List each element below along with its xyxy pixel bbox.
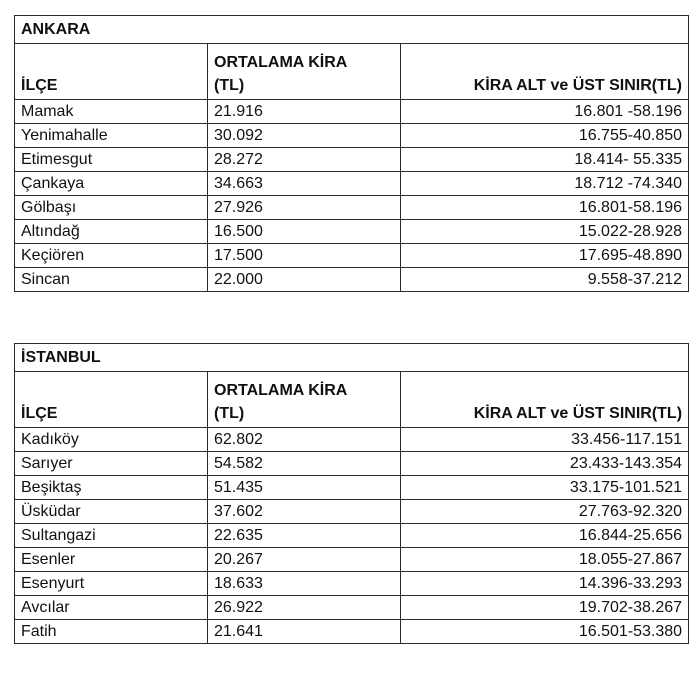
district-cell: Sarıyer <box>15 452 208 476</box>
district-header: İLÇE <box>15 372 208 428</box>
table-row <box>15 244 689 268</box>
rent-range-cell: 16.755-40.850 <box>401 124 689 148</box>
table-row <box>15 548 689 572</box>
rent-range-cell: 16.501-53.380 <box>401 620 689 644</box>
ankara-rent-table <box>14 15 689 292</box>
district-cell: Kadıköy <box>15 428 208 452</box>
city-title-row <box>15 344 689 372</box>
table-row <box>15 100 689 124</box>
average-rent-cell: 62.802 <box>208 428 401 452</box>
header-row <box>15 372 689 428</box>
table-row <box>15 220 689 244</box>
district-cell: Avcılar <box>15 596 208 620</box>
district-cell: Esenyurt <box>15 572 208 596</box>
average-rent-cell: 34.663 <box>208 172 401 196</box>
istanbul-rent-table <box>14 343 689 644</box>
rent-range-cell: 33.456-117.151 <box>401 428 689 452</box>
rent-range-cell: 18.414- 55.335 <box>401 148 689 172</box>
average-rent-header-line2: (TL) <box>214 405 245 422</box>
district-cell: Fatih <box>15 620 208 644</box>
average-rent-cell: 20.267 <box>208 548 401 572</box>
average-rent-cell: 28.272 <box>208 148 401 172</box>
average-rent-header <box>208 44 401 100</box>
average-rent-cell: 26.922 <box>208 596 401 620</box>
district-cell: Beşiktaş <box>15 476 208 500</box>
rent-range-cell: 16.801 -58.196 <box>401 100 689 124</box>
rent-range-cell: 33.175-101.521 <box>401 476 689 500</box>
table-row <box>15 452 689 476</box>
header-row <box>15 44 689 100</box>
rent-range-cell: 27.763-92.320 <box>401 500 689 524</box>
table-row <box>15 596 689 620</box>
district-cell: Mamak <box>15 100 208 124</box>
rent-range-cell: 18.055-27.867 <box>401 548 689 572</box>
average-rent-cell: 51.435 <box>208 476 401 500</box>
rent-range-cell: 19.702-38.267 <box>401 596 689 620</box>
average-rent-cell: 22.000 <box>208 268 401 292</box>
city-title: ANKARA <box>15 16 689 44</box>
average-rent-cell: 21.916 <box>208 100 401 124</box>
table-row <box>15 428 689 452</box>
rent-range-cell: 9.558-37.212 <box>401 268 689 292</box>
average-rent-cell: 18.633 <box>208 572 401 596</box>
district-header: İLÇE <box>15 44 208 100</box>
rent-range-header: KİRA ALT ve ÜST SINIR(TL) <box>401 372 689 428</box>
average-rent-header-line1: ORTALAMA KİRA <box>214 382 348 399</box>
average-rent-cell: 27.926 <box>208 196 401 220</box>
table-row <box>15 524 689 548</box>
district-cell: Sincan <box>15 268 208 292</box>
rent-range-cell: 16.801-58.196 <box>401 196 689 220</box>
average-rent-header <box>208 372 401 428</box>
rent-range-cell: 17.695-48.890 <box>401 244 689 268</box>
average-rent-cell: 30.092 <box>208 124 401 148</box>
average-rent-header-line1: ORTALAMA KİRA <box>214 54 348 71</box>
district-cell: Sultangazi <box>15 524 208 548</box>
district-cell: Çankaya <box>15 172 208 196</box>
table-row <box>15 476 689 500</box>
district-cell: Altındağ <box>15 220 208 244</box>
table-row <box>15 124 689 148</box>
average-rent-cell: 17.500 <box>208 244 401 268</box>
average-rent-cell: 22.635 <box>208 524 401 548</box>
average-rent-cell: 37.602 <box>208 500 401 524</box>
table-row <box>15 148 689 172</box>
table-row <box>15 268 689 292</box>
average-rent-cell: 16.500 <box>208 220 401 244</box>
average-rent-cell: 21.641 <box>208 620 401 644</box>
rent-range-cell: 16.844-25.656 <box>401 524 689 548</box>
table-row <box>15 172 689 196</box>
city-title-row <box>15 16 689 44</box>
city-title: İSTANBUL <box>15 344 689 372</box>
district-cell: Keçiören <box>15 244 208 268</box>
rent-range-cell: 14.396-33.293 <box>401 572 689 596</box>
district-cell: Etimesgut <box>15 148 208 172</box>
rent-range-header: KİRA ALT ve ÜST SINIR(TL) <box>401 44 689 100</box>
table-row <box>15 572 689 596</box>
rent-range-cell: 15.022-28.928 <box>401 220 689 244</box>
table-row <box>15 620 689 644</box>
table-row <box>15 196 689 220</box>
district-cell: Üsküdar <box>15 500 208 524</box>
rent-range-cell: 23.433-143.354 <box>401 452 689 476</box>
table-row <box>15 500 689 524</box>
average-rent-header-line2: (TL) <box>214 77 245 94</box>
district-cell: Esenler <box>15 548 208 572</box>
average-rent-cell: 54.582 <box>208 452 401 476</box>
district-cell: Yenimahalle <box>15 124 208 148</box>
rent-range-cell: 18.712 -74.340 <box>401 172 689 196</box>
district-cell: Gölbaşı <box>15 196 208 220</box>
